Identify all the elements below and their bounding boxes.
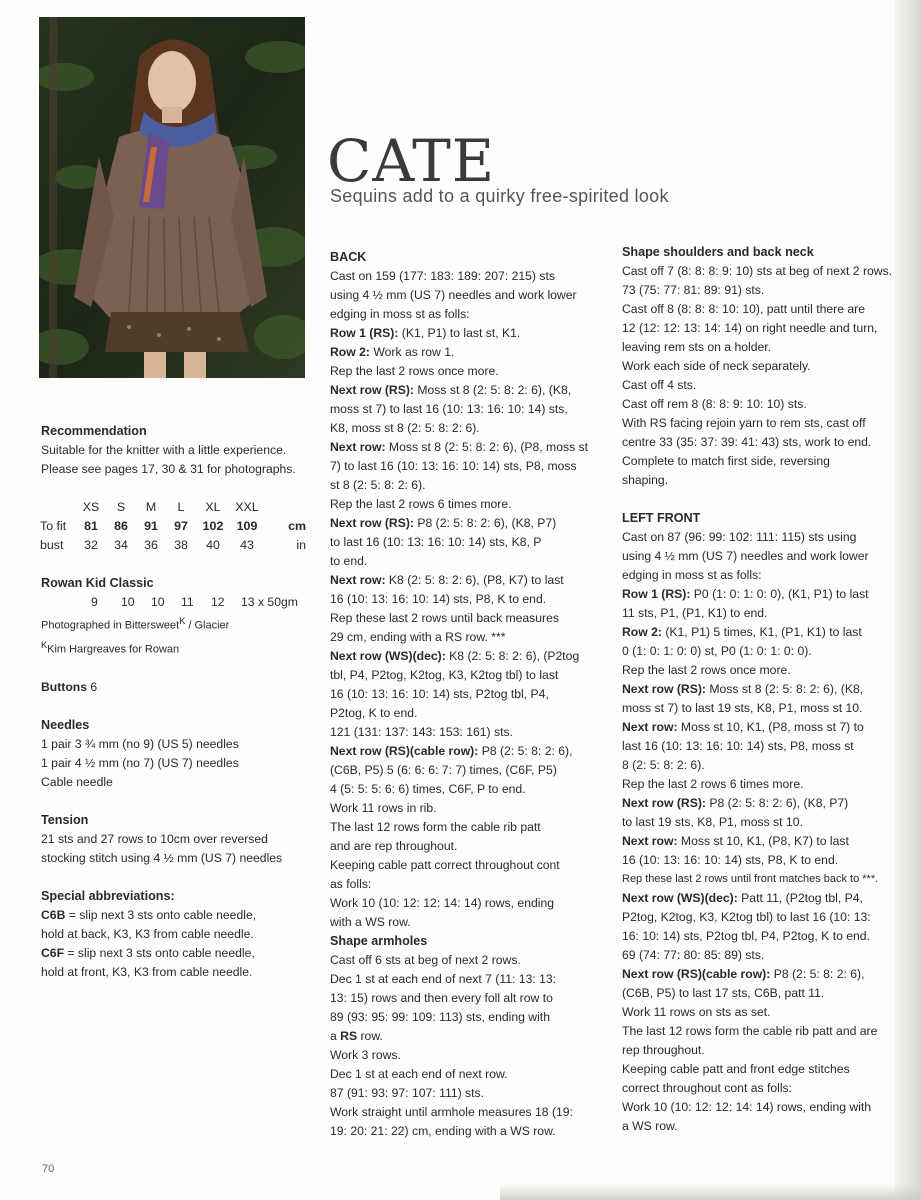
instruction-line: Complete to match first side, reversing [622, 454, 830, 468]
row-instruction: Next row: Moss st 8 (2: 5: 8: 2: 6), (P8, moss st [330, 440, 589, 454]
pattern-subtitle: Sequins add to a quirky free-spirited look [330, 186, 669, 206]
instruction-line: moss st 7) to last 19 sts, K8, P1, moss st 10. [622, 701, 863, 715]
bust-value: 38 [174, 538, 188, 552]
row-instruction: Next row (RS): Moss st 8 (2: 5: 8: 2: 6), (K8, [622, 682, 864, 696]
instruction-line: Work 10 (10: 12: 12: 14: 14) rows, ending with [622, 1100, 872, 1114]
instruction-line: The last 12 rows form the cable rib patt [330, 820, 541, 834]
row-instruction: Next row (RS)(cable row): P8 (2: 5: 8: 2: 6), [622, 967, 865, 981]
bust-value: 34 [114, 538, 128, 552]
bust-value: 36 [144, 538, 158, 552]
instruction-line: using 4 ½ mm (US 7) needles and work lower [622, 549, 869, 563]
abbrev-c6f-cont: hold at front, K3, K3 from cable needle. [41, 965, 253, 980]
back-heading: BACK [330, 250, 367, 264]
row-instruction: Next row (RS): Moss st 8 (2: 5: 8: 2: 6), (K8, [330, 383, 572, 397]
left-front-heading: LEFT FRONT [622, 511, 701, 525]
designer-credit: $^K$Kim Hargreaves for Rowan [41, 639, 180, 656]
bust-unit: in [296, 538, 306, 552]
instruction-line: Work 11 rows in rib. [330, 801, 437, 815]
tension-line: 21 sts and 27 rows to 10cm over reversed [41, 832, 268, 847]
instruction-line: 16 (10: 13: 16: 10: 14) sts, P8, K to end. [622, 853, 839, 867]
abbreviations-heading: Special abbreviations: [41, 889, 175, 904]
instruction-line: 11 sts, P1, (P1, K1) to end. [622, 606, 768, 620]
to-fit-value: 86 [114, 519, 128, 533]
instruction-line: Rep these last 2 rows until front matches back to ***. [622, 873, 879, 885]
instruction-line: moss st 7) to last 16 (10: 13: 16: 10: 14) sts, [330, 402, 568, 416]
instruction-line: 4 (5: 5: 5: 6: 6) times, C6F, P to end. [330, 782, 526, 796]
row-instruction: Next row: Moss st 10, K1, (P8, K7) to last [622, 834, 849, 848]
yarn-amounts [41, 593, 313, 612]
instruction-line: 89 (93: 95: 99: 109: 113) sts, ending with [330, 1010, 550, 1024]
instruction-line: 87 (91: 93: 97: 107: 111) sts. [330, 1086, 485, 1100]
row-instruction: Next row: Moss st 10, K1, (P8, moss st 7) to [622, 720, 864, 734]
instruction-line: 13: 15) rows and then every foll alt row to [330, 991, 553, 1005]
needles-line: 1 pair 3 ¾ mm (no 9) (US 5) needles [41, 737, 239, 752]
row-instruction: Row 1 (RS): (K1, P1) to last st, K1. [330, 326, 521, 340]
instruction-line: rep throughout. [622, 1043, 705, 1057]
instruction-line: a WS row. [622, 1119, 678, 1133]
instruction-line: Dec 1 st at each end of next 7 (11: 13: 13: [330, 972, 557, 986]
instruction-line: leaving rem sts on a holder. [622, 340, 772, 354]
bust-value: 32 [84, 538, 98, 552]
instruction-line: 12 (12: 12: 13: 14: 14) on right needle and turn, [622, 321, 878, 335]
needles-line: 1 pair 4 ½ mm (no 7) (US 7) needles [41, 756, 239, 771]
instruction-line: 29 cm, ending with a RS row. *** [330, 630, 506, 644]
to-fit-value: 91 [144, 519, 158, 533]
buttons-line: Buttons 6 [41, 680, 98, 695]
instruction-line: Cast off 6 sts at beg of next 2 rows. [330, 953, 521, 967]
instruction-line: 16: 10: 14) sts, P2tog tbl, P4, P2tog, K to end. [622, 929, 870, 943]
abbrev-c6f: C6F = slip next 3 sts onto cable needle, [41, 946, 255, 961]
model-photo [39, 17, 305, 378]
instruction-line: Keeping cable patt and front edge stitches [622, 1062, 850, 1076]
row-instruction: Row 2: Work as row 1. [330, 345, 455, 359]
instruction-line: The last 12 rows form the cable rib patt and are [622, 1024, 878, 1038]
instruction-line: Rep the last 2 rows once more. [330, 364, 499, 378]
bust-value: 43 [240, 538, 254, 552]
row-instruction: Next row (WS)(dec): Patt 11, (P2tog tbl, P4, [622, 891, 863, 905]
row-instruction: Next row (RS)(cable row): P8 (2: 5: 8: 2: 6), [330, 744, 573, 758]
instruction-line: Cast off rem 8 (8: 8: 9: 10: 10) sts. [622, 397, 807, 411]
size-header: XXL [235, 500, 259, 514]
instruction-line: (C6B, P5) to last 17 sts, C6B, patt 11. [622, 986, 825, 1000]
instruction-line: Cast on 159 (177: 183: 189: 207: 215) sts [330, 269, 555, 283]
instruction-line: 121 (131: 137: 143: 153: 161) sts. [330, 725, 513, 739]
instruction-line: using 4 ½ mm (US 7) needles and work lower [330, 288, 577, 302]
instruction-line: 69 (74: 77: 80: 85: 89) sts. [622, 948, 765, 962]
shape-shoulders-heading: Shape shoulders and back neck [622, 245, 814, 259]
instruction-line: Keeping cable patt correct throughout cont [330, 858, 560, 872]
size-header: XS [82, 500, 100, 514]
needles-line: Cable needle [41, 775, 113, 790]
yarn-amount: 9 [91, 595, 98, 609]
abbrev-c6b-cont: hold at back, K3, K3 from cable needle. [41, 927, 254, 942]
yarn-amount: 10 [121, 595, 135, 609]
size-header: L [177, 500, 185, 514]
to-fit-value: 97 [174, 519, 188, 533]
instruction-line: 16 (10: 13: 16: 10: 14) sts, P8, K to end. [330, 592, 547, 606]
instruction-line: K8, moss st 8 (2: 5: 8: 2: 6). [330, 421, 480, 435]
instruction-line: tbl, P4, P2tog, K2tog, K3, K2tog tbl) to last [330, 668, 559, 682]
instruction-line: Work 3 rows. [330, 1048, 401, 1062]
bust-label: bust [40, 538, 64, 552]
instruction-line: Rep the last 2 rows 6 times more. [330, 497, 512, 511]
instruction-line: Work 10 (10: 12: 12: 14: 14) rows, ending [330, 896, 555, 910]
size-header: M [145, 500, 157, 514]
instruction-line: 7) to last 16 (10: 13: 16: 10: 14) sts, P8, moss [330, 459, 577, 473]
instruction-line: 8 (2: 5: 8: 2: 6). [622, 758, 705, 772]
instruction-line: 73 (75: 77: 81: 89: 91) sts. [622, 283, 765, 297]
instruction-line: 0 (1: 0: 1: 0: 0) st, P0 (1: 0: 1: 0: 0). [622, 644, 812, 658]
recommendation-line: Suitable for the knitter with a little experience. [41, 443, 287, 457]
recommendation-line: Please see pages 17, 30 & 31 for photographs. [41, 462, 296, 476]
instruction-line: Cast off 7 (8: 8: 8: 9: 10) sts at beg of next 2 rows. [622, 264, 893, 278]
row-instruction: Row 1 (RS): P0 (1: 0: 1: 0: 0), (K1, P1) to last [622, 587, 869, 601]
instruction-line: last 16 (10: 13: 16: 10: 14) sts, P8, moss st [622, 739, 854, 753]
to-fit-value: 81 [84, 519, 98, 533]
size-header-row [40, 498, 310, 517]
yarn-amount-unit: 13 x 50gm [241, 595, 298, 609]
size-header: XL [205, 500, 221, 514]
instruction-line: P2tog, K2tog, K3, K2tog tbl) to last 16 (10: 13: [622, 910, 871, 924]
yarn-heading: Rowan Kid Classic [41, 576, 154, 590]
instruction-line: Cast off 8 (8: 8: 8: 10: 10), patt until there are [622, 302, 865, 316]
instruction-line: Rep the last 2 rows 6 times more. [622, 777, 804, 791]
bust-value: 40 [206, 538, 220, 552]
instruction-line: Work 11 rows on sts as set. [622, 1005, 771, 1019]
tension-line: stocking stitch using 4 ½ mm (US 7) needles [41, 851, 283, 866]
tension-heading: Tension [41, 813, 89, 828]
to-fit-value: 109 [236, 519, 258, 533]
row-instruction: Next row (RS): P8 (2: 5: 8: 2: 6), (K8, P7) [330, 516, 557, 530]
photographed-note: Photographed in Bittersweet$^K$ / Glacier [41, 616, 230, 632]
page-number: 70 [42, 1163, 55, 1175]
yarn-amount: 11 [181, 595, 194, 609]
instruction-line: Cast off 4 sts. [622, 378, 697, 392]
instruction-line: to last 19 sts, K8, P1, moss st 10. [622, 815, 803, 829]
instruction-line: to last 16 (10: 13: 16: 10: 14) sts, K8, P [330, 535, 542, 549]
needles-heading: Needles [41, 718, 90, 733]
instruction-line: Rep the last 2 rows once more. [622, 663, 791, 677]
instruction-line: 16 (10: 13: 16: 10: 14) sts, P2tog tbl, P4, [330, 687, 549, 701]
yarn-amount: 10 [151, 595, 165, 609]
instruction-line: shaping. [622, 473, 669, 487]
bust-row [40, 536, 310, 555]
instruction-line: 19: 20: 21: 22) cm, ending with a WS row. [330, 1124, 556, 1138]
instruction-line: Work each side of neck separately. [622, 359, 811, 373]
instruction-line: edging in moss st as folls: [330, 307, 470, 321]
size-header: S [116, 500, 126, 514]
to-fit-row [40, 517, 310, 536]
size-table [40, 498, 310, 555]
instruction-line: st 8 (2: 5: 8: 2: 6). [330, 478, 426, 492]
instruction-line: with a WS row. [330, 915, 411, 929]
abbrev-c6b: C6B = slip next 3 sts onto cable needle, [41, 908, 257, 923]
row-instruction: Row 2: (K1, P1) 5 times, K1, (P1, K1) to last [622, 625, 862, 639]
yarn-amount: 12 [211, 595, 225, 609]
instruction-line: as folls: [330, 877, 372, 891]
recommendation-heading: Recommendation [41, 424, 147, 438]
page-bottom-shadow [500, 1184, 921, 1200]
materials-column [41, 422, 313, 982]
instruction-line: Work straight until armhole measures 18 (19: [330, 1105, 573, 1119]
instruction-line: edging in moss st as folls: [622, 568, 762, 582]
instruction-line: (C6B, P5) 5 (6: 6: 6: 7: 7) times, (C6F, P5) [330, 763, 557, 777]
instruction-line: centre 33 (35: 37: 39: 41: 43) sts, work to end. [622, 435, 872, 449]
to-fit-label: To fit [40, 519, 67, 533]
instruction-line: Cast on 87 (96: 99: 102: 111: 115) sts using [622, 530, 857, 544]
instruction-line: P2tog, K to end. [330, 706, 418, 720]
to-fit-unit: cm [288, 519, 306, 533]
row-instruction: Next row: K8 (2: 5: 8: 2: 6), (P8, K7) to last [330, 573, 564, 587]
instruction-line: Dec 1 st at each end of next row. [330, 1067, 508, 1081]
instruction-line: a RS row. [330, 1029, 383, 1043]
front-instructions-column [622, 243, 907, 1136]
instruction-line: With RS facing rejoin yarn to rem sts, cast off [622, 416, 866, 430]
shape-armholes-heading: Shape armholes [330, 934, 428, 948]
to-fit-value: 102 [202, 519, 224, 533]
back-instructions-column [330, 248, 612, 1141]
instruction-line: and are rep throughout. [330, 839, 458, 853]
row-instruction: Next row (WS)(dec): K8 (2: 5: 8: 2: 6), (P2tog [330, 649, 580, 663]
instruction-line: to end. [330, 554, 368, 568]
instruction-line: Rep these last 2 rows until back measures [330, 611, 559, 625]
pattern-title: CATE [327, 127, 496, 195]
row-instruction: Next row (RS): P8 (2: 5: 8: 2: 6), (K8, P7) [622, 796, 849, 810]
instruction-line: correct throughout cont as folls: [622, 1081, 793, 1095]
